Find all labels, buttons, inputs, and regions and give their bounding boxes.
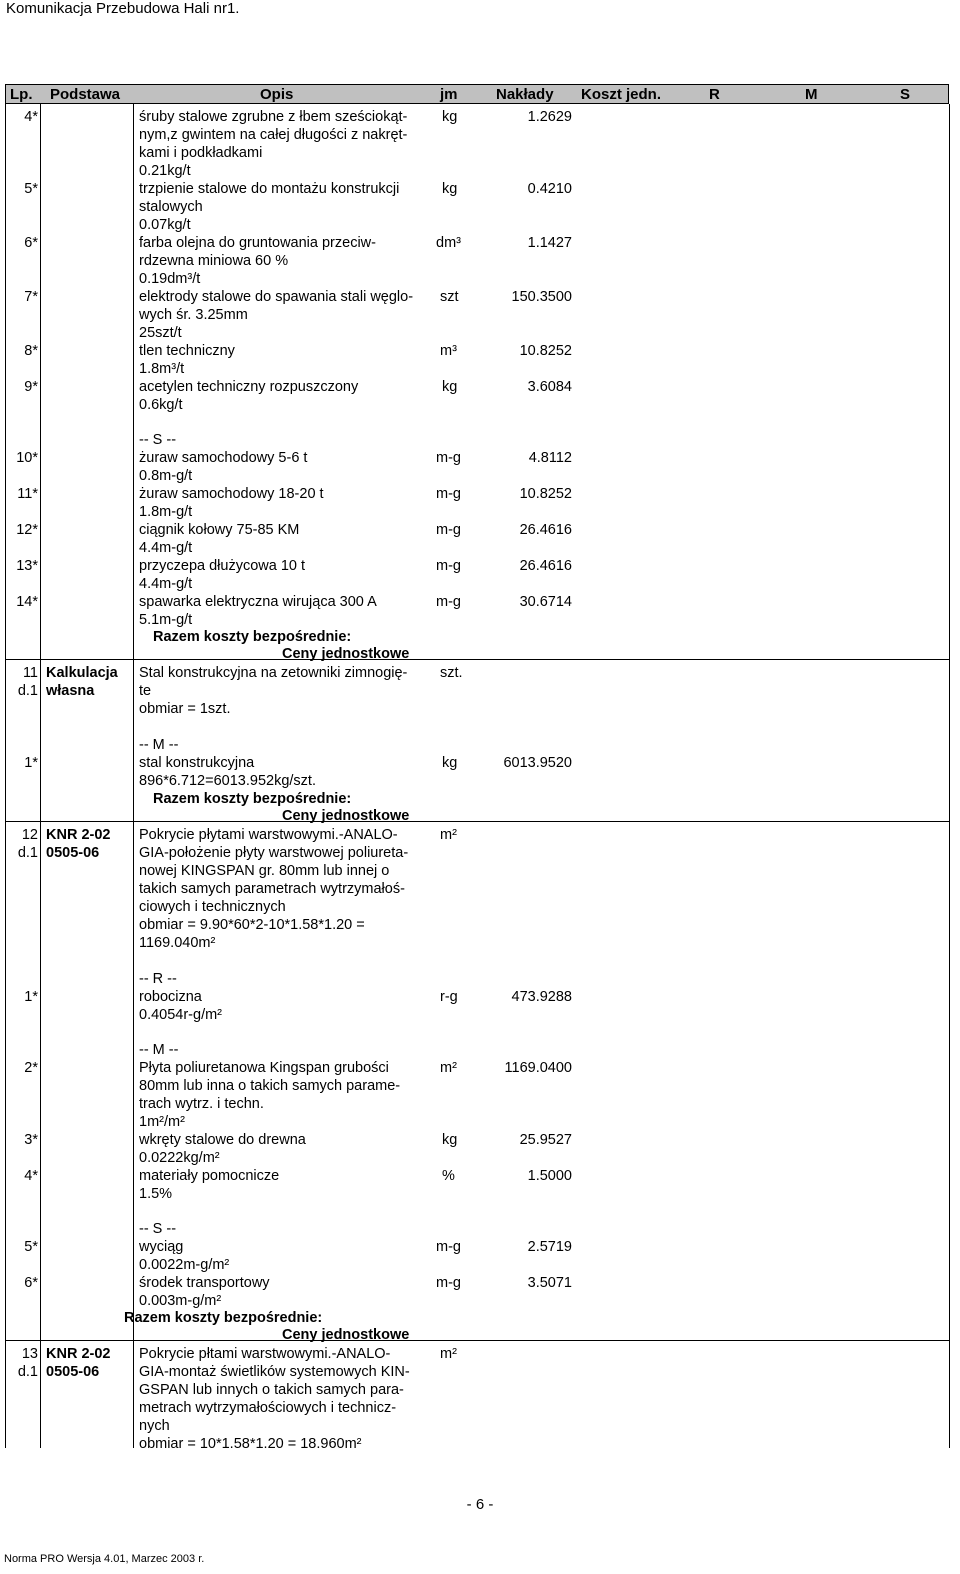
row-unit: kg: [442, 755, 458, 771]
ceny-label: Ceny jednostkowe: [282, 646, 410, 662]
row-lp: 12*: [16, 522, 38, 538]
item-number: 12: [21, 827, 38, 843]
row-desc: elektrody stalowe do spawania stali węglo-: [139, 289, 414, 305]
item-desc: takich samych parametrach wytrzymałoś-: [139, 881, 405, 897]
row-desc: trach wytrz. i techn.: [139, 1096, 264, 1112]
row-desc: 4.4m-g/t: [139, 576, 193, 592]
row-unit: m²: [440, 1060, 457, 1076]
header-m: M: [805, 86, 818, 103]
item-desc: metrach wytrzymałościowych i technicz-: [139, 1400, 397, 1416]
row-lp: 1*: [24, 989, 38, 1005]
row-desc: 4.4m-g/t: [139, 540, 193, 556]
row-unit: m-g: [436, 486, 461, 502]
table-header: [5, 84, 949, 104]
row-desc: tlen techniczny: [139, 343, 235, 359]
row-lp: 9*: [24, 379, 38, 395]
row-desc: ciągnik kołowy 75-85 KM: [139, 522, 300, 538]
row-desc: 1.8m-g/t: [139, 504, 193, 520]
item-number-sub: d.1: [17, 683, 38, 699]
row-desc: żuraw samochodowy 5-6 t: [139, 450, 308, 466]
item-basis: KNR 2-02: [46, 827, 111, 843]
row-desc: 1.8m³/t: [139, 361, 185, 377]
row-desc: trzpienie stalowe do montażu konstrukcji: [139, 181, 400, 197]
item-desc: Stal konstrukcyjna na zetowniki zimnogię-: [139, 665, 408, 681]
row-value: 6013.9520: [503, 755, 572, 771]
row-lp: 5*: [24, 181, 38, 197]
row-value: 150.3500: [511, 289, 572, 305]
row-lp: 4*: [24, 109, 38, 125]
item-desc: Pokrycie płytami warstwowymi.-ANALO-: [139, 827, 398, 843]
row-value: 1.5000: [527, 1168, 572, 1184]
header-koszt: Koszt jedn.: [581, 86, 662, 103]
row-lp: 5*: [24, 1239, 38, 1255]
row-value: 473.9288: [511, 989, 572, 1005]
header-jm: jm: [440, 86, 458, 103]
row-desc: żuraw samochodowy 18-20 t: [139, 486, 324, 502]
row-value: 1.2629: [527, 109, 572, 125]
item-desc: GIA-położenie płyty warstwowej poliureta-: [139, 845, 409, 861]
row-separator: [5, 1340, 949, 1341]
item-desc: obmiar = 10*1.58*1.20 = 18.960m²: [139, 1436, 362, 1452]
item-basis: 0505-06: [46, 845, 100, 861]
row-desc: stalowych: [139, 199, 203, 215]
row-desc: 1.5%: [139, 1186, 173, 1202]
row-value: 1169.0400: [504, 1060, 572, 1076]
row-value: 0.4210: [527, 181, 572, 197]
header-r: R: [709, 86, 720, 103]
item-number-sub: d.1: [17, 1364, 38, 1380]
row-value: 26.4616: [519, 558, 572, 574]
row-lp: 3*: [24, 1132, 38, 1148]
row-desc: 25szt/t: [139, 325, 182, 341]
row-desc: śruby stalowe zgrubne z łbem sześciokąt-: [139, 109, 408, 125]
row-desc: kami i podkładkami: [139, 145, 263, 161]
row-unit: kg: [442, 109, 458, 125]
item-desc: obmiar = 1szt.: [139, 701, 231, 717]
row-unit: r-g: [440, 989, 458, 1005]
section-header-r: -- R --: [139, 971, 177, 987]
row-desc: 0.0022m-g/m²: [139, 1257, 230, 1273]
item-unit: szt.: [440, 665, 463, 681]
row-desc: 0.0222kg/m²: [139, 1150, 220, 1166]
row-unit: m-g: [436, 1275, 461, 1291]
row-lp: 6*: [24, 235, 38, 251]
header-opis: Opis: [260, 86, 294, 103]
row-value: 4.8112: [528, 450, 572, 466]
row-lp: 8*: [24, 343, 38, 359]
header-podstawa: Podstawa: [50, 86, 121, 103]
item-basis: własna: [46, 683, 95, 699]
item-desc: GIA-montaż świetlików systemowych KIN-: [139, 1364, 410, 1380]
section-header-s: -- S --: [139, 1221, 177, 1237]
row-unit: kg: [442, 1132, 458, 1148]
row-desc: wych śr. 3.25mm: [139, 307, 248, 323]
row-desc: Płyta poliuretanowa Kingspan grubości: [139, 1060, 389, 1076]
document-title: Komunikacja Przebudowa Hali nr1.: [6, 0, 240, 17]
item-desc: te: [139, 683, 152, 699]
row-unit: dm³: [436, 235, 461, 251]
grid-line: [949, 104, 950, 1448]
item-unit: m²: [440, 827, 457, 843]
row-lp: 2*: [24, 1060, 38, 1076]
item-desc: GSPAN lub innych o takich samych para-: [139, 1382, 404, 1398]
header-naklady: Nakłady: [496, 86, 554, 103]
section-header-m: -- M --: [139, 1042, 179, 1058]
row-unit: %: [442, 1168, 455, 1184]
item-desc: ciowych i technicznych: [139, 899, 286, 915]
razem-label: Razem koszty bezpośrednie:: [153, 629, 352, 645]
grid-line: [133, 104, 134, 1448]
row-value: 3.6084: [527, 379, 572, 395]
row-desc: 5.1m-g/t: [139, 612, 193, 628]
row-unit: m-g: [436, 450, 461, 466]
row-unit: kg: [442, 181, 458, 197]
footer-version: Norma PRO Wersja 4.01, Marzec 2003 r.: [4, 1553, 205, 1565]
row-lp: 13*: [16, 558, 38, 574]
row-desc: 0.003m-g/m²: [139, 1293, 222, 1309]
item-basis: KNR 2-02: [46, 1346, 111, 1362]
row-lp: 6*: [24, 1275, 38, 1291]
row-desc: 0.4054r-g/m²: [139, 1007, 223, 1023]
row-lp: 10*: [16, 450, 38, 466]
row-unit: m-g: [436, 558, 461, 574]
row-lp: 14*: [16, 594, 38, 610]
row-desc: 0.21kg/t: [139, 163, 191, 179]
row-value: 1.1427: [527, 235, 572, 251]
row-desc: 0.6kg/t: [139, 397, 183, 413]
item-unit: m²: [440, 1346, 457, 1362]
row-desc: rdzewna miniowa 60 %: [139, 253, 289, 269]
row-lp: 11*: [17, 486, 38, 502]
row-desc: wyciąg: [139, 1239, 184, 1255]
item-desc: nych: [139, 1418, 170, 1434]
row-desc: spawarka elektryczna wirująca 300 A: [139, 594, 377, 610]
row-desc: acetylen techniczny rozpuszczony: [139, 379, 359, 395]
ceny-label: Ceny jednostkowe: [282, 1327, 410, 1343]
row-desc: przyczepa dłużycowa 10 t: [139, 558, 306, 574]
row-desc: 0.07kg/t: [139, 217, 191, 233]
row-lp: 1*: [24, 755, 38, 771]
row-desc: nym,z gwintem na całej długości z nakręt-: [139, 127, 408, 143]
row-desc: 80mm lub inna o takich samych parame-: [139, 1078, 401, 1094]
item-desc: Pokrycie płtami warstwowymi.-ANALO-: [139, 1346, 391, 1362]
row-value: 10.8252: [519, 486, 572, 502]
row-desc: 896*6.712=6013.952kg/szt.: [139, 773, 316, 789]
row-desc: 0.8m-g/t: [139, 468, 193, 484]
row-desc: materiały pomocnicze: [139, 1168, 280, 1184]
row-desc: wkręty stalowe do drewna: [139, 1132, 306, 1148]
section-header-m: -- M --: [139, 737, 179, 753]
item-desc: nowej KINGSPAN gr. 80mm lub innej o: [139, 863, 390, 879]
row-desc: stal konstrukcyjna: [139, 755, 255, 771]
row-value: 3.5071: [527, 1275, 572, 1291]
header-s: S: [900, 86, 911, 103]
row-separator: [5, 821, 949, 822]
row-unit: m³: [440, 343, 457, 359]
row-value: 30.6714: [519, 594, 572, 610]
razem-label: Razem koszty bezpośrednie:: [153, 791, 352, 807]
item-desc: 1169.040m²: [139, 935, 216, 951]
item-number-sub: d.1: [17, 845, 38, 861]
row-desc: robocizna: [139, 989, 202, 1005]
row-desc: farba olejna do gruntowania przeciw-: [139, 235, 376, 251]
row-unit: m-g: [436, 1239, 461, 1255]
row-unit: m-g: [436, 594, 461, 610]
grid-line: [40, 104, 41, 1448]
row-value: 10.8252: [519, 343, 572, 359]
row-value: 2.5719: [527, 1239, 572, 1255]
section-header-s: -- S --: [139, 432, 177, 448]
razem-label: Razem koszty bezpośrednie:: [124, 1310, 323, 1326]
page-number: - 6 -: [466, 1496, 494, 1513]
item-basis: Kalkulacja: [46, 665, 118, 681]
row-unit: m-g: [436, 522, 461, 538]
row-value: 26.4616: [519, 522, 572, 538]
row-lp: 7*: [24, 289, 38, 305]
ceny-label: Ceny jednostkowe: [282, 808, 410, 824]
row-unit: kg: [442, 379, 458, 395]
item-number: 13: [21, 1346, 38, 1362]
row-value: 25.9527: [519, 1132, 572, 1148]
row-lp: 4*: [24, 1168, 38, 1184]
row-unit: szt: [440, 289, 459, 305]
item-number: 11: [22, 665, 38, 681]
row-desc: 1m²/m²: [139, 1114, 185, 1130]
row-desc: środek transportowy: [139, 1275, 270, 1291]
item-desc: obmiar = 9.90*60*2-10*1.58*1.20 =: [139, 917, 365, 933]
header-lp: Lp.: [10, 86, 33, 103]
row-separator: [5, 659, 949, 660]
row-desc: 0.19dm³/t: [139, 271, 201, 287]
item-basis: 0505-06: [46, 1364, 100, 1380]
